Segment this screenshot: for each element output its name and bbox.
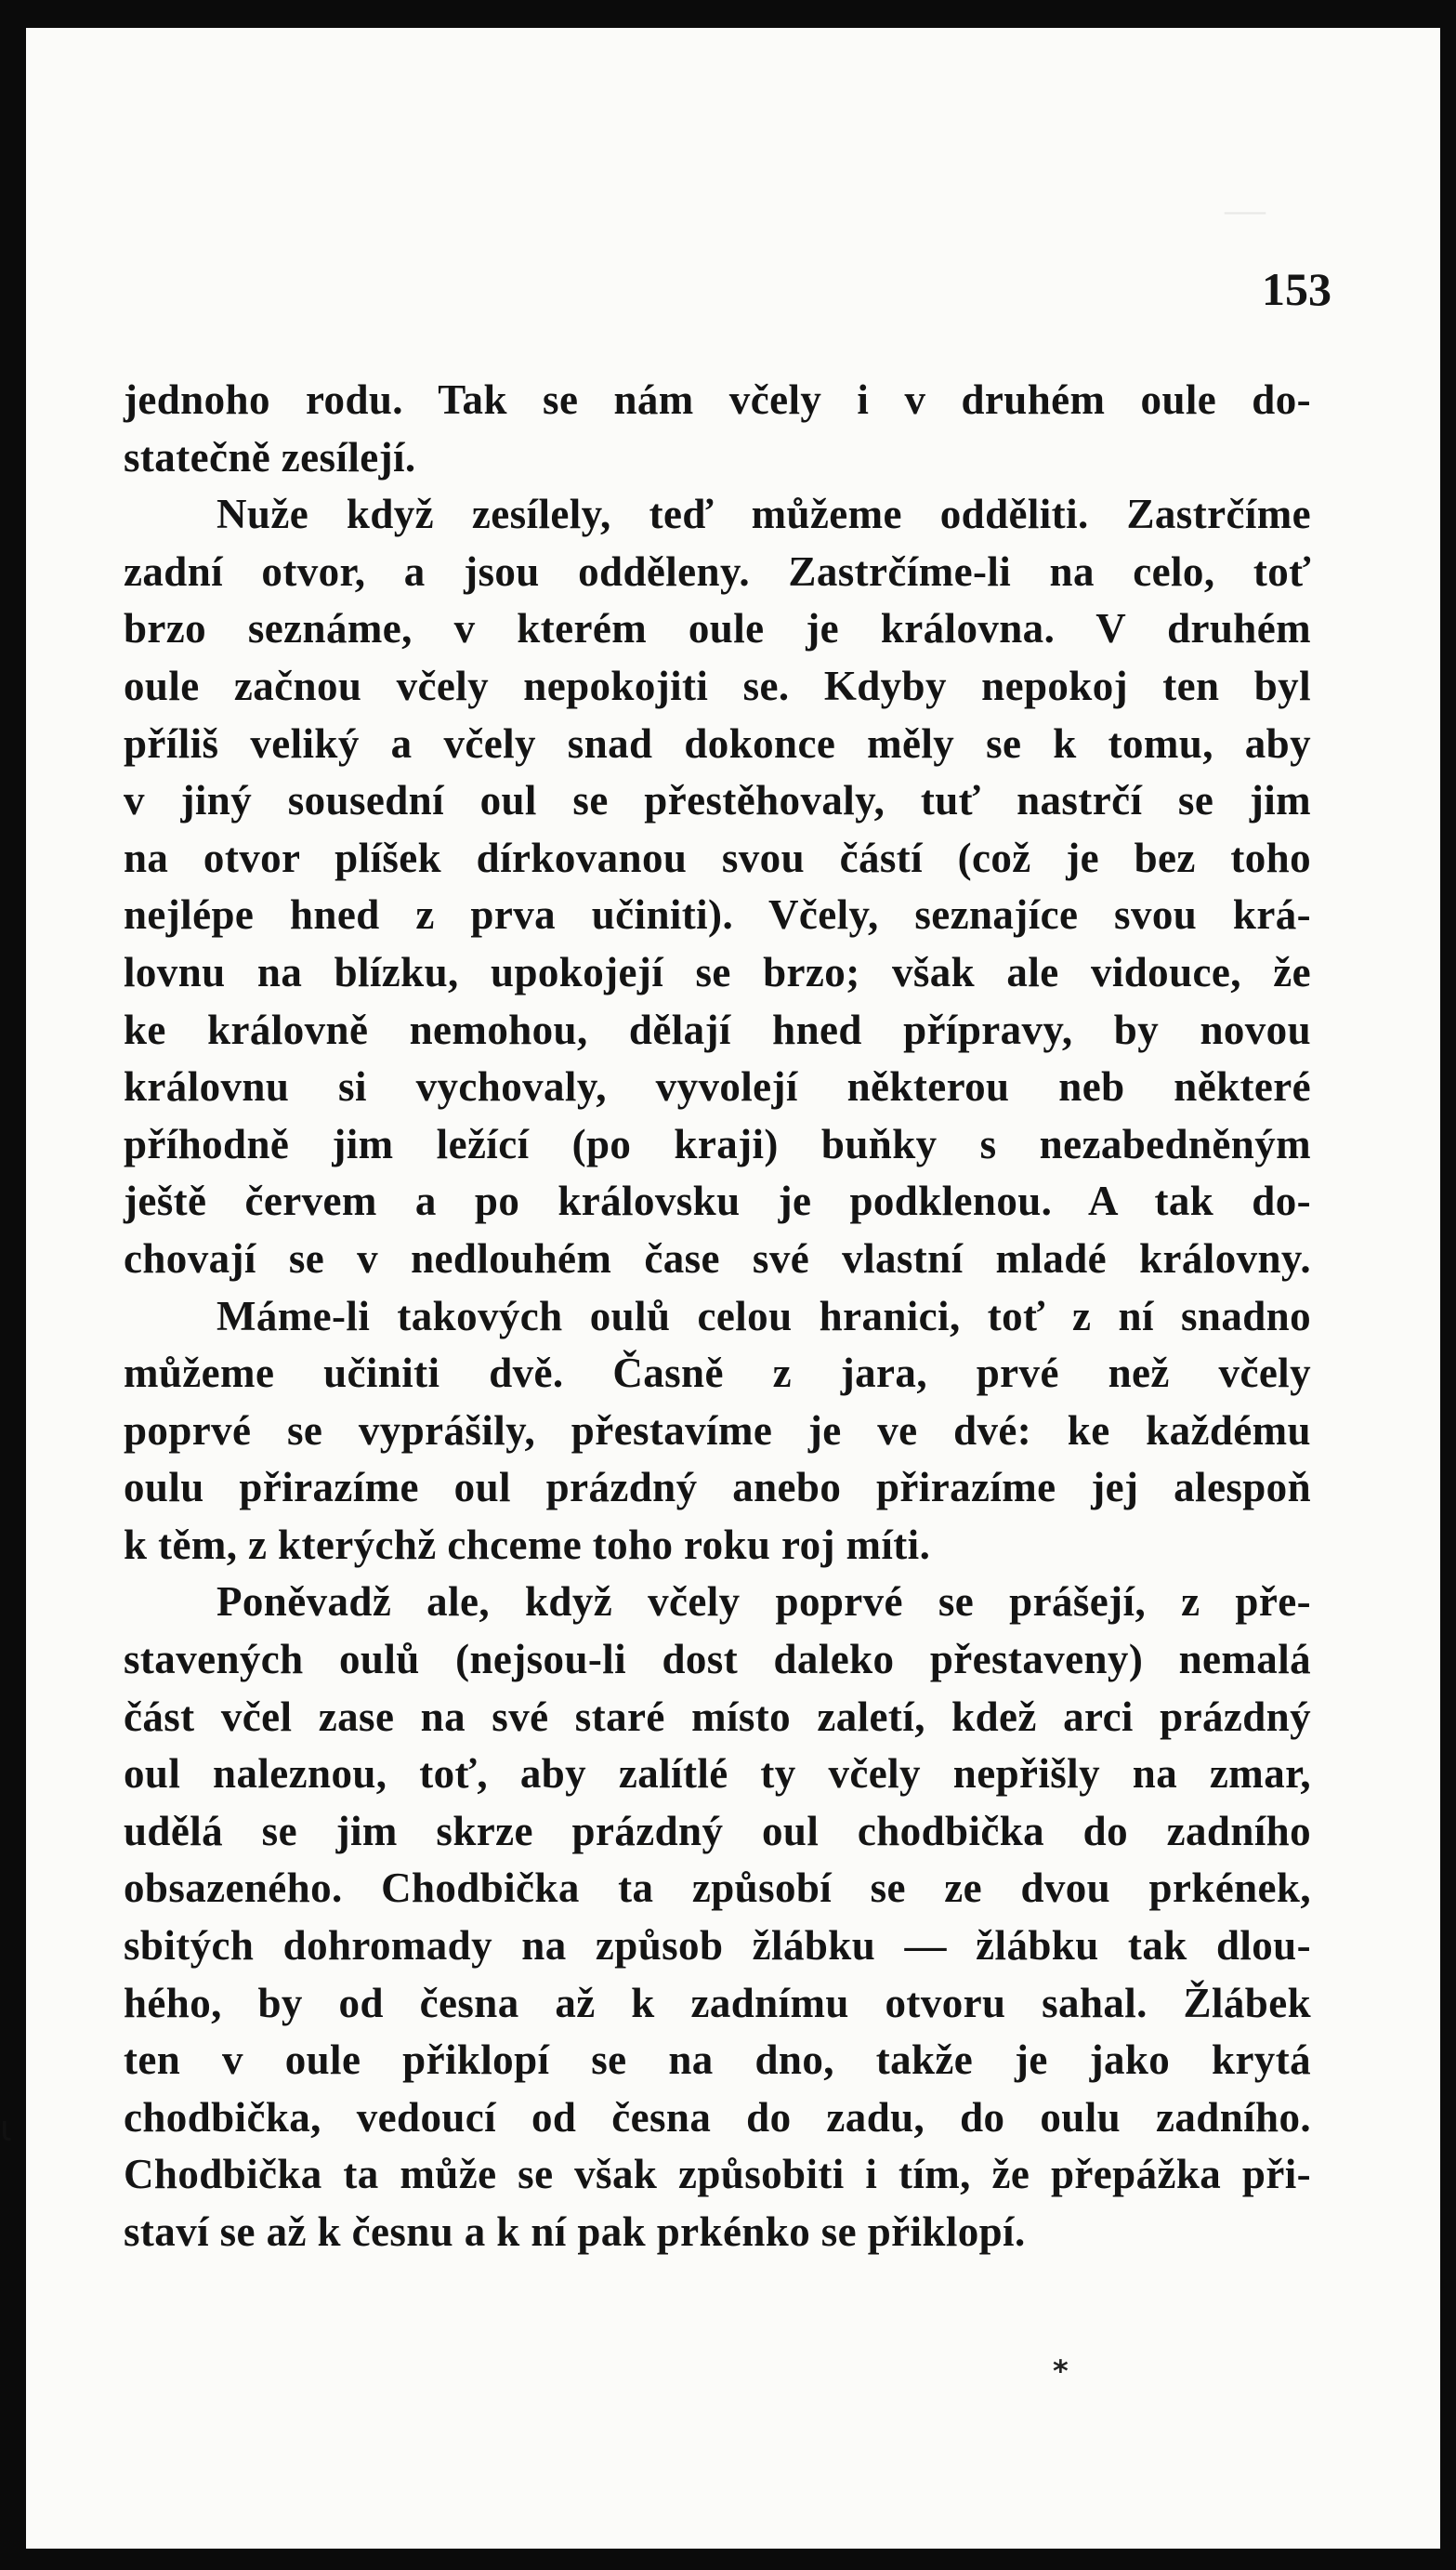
text-line: v jiný sousední oul se přestěhovaly, tuť nastrčí se jim [124,777,1311,824]
text-line: sbitých dohromady na způsob žlábku — žlábku tak dlou- [124,1922,1311,1970]
text-line: staví se až k česnu a k ní pak prkénko se přiklopí. [124,2208,1026,2255]
text-line: můžeme učiniti dvě. Časně z jara, prvé než včely [124,1350,1311,1397]
text-line: lovnu na blízku, upokojejí se brzo; však ale vidouce, že [124,948,1311,995]
text-line: udělá se jim skrze prázdný oul chodbička do zadního [124,1807,1311,1854]
text-line: ještě červem a po královsku je podklenou. A tak do- [124,1178,1311,1225]
text-line: Nuže když zesílely, teď můžeme odděliti. Zastrčíme [216,491,1311,538]
text-line: nejlépe hned z prva učiniti). Včely, seznajíce svou krá- [124,891,1311,939]
text-line: jednoho rodu. Tak se nám včely i v druhém oule do- [124,376,1311,423]
text-line: poprvé se vyprášily, přestavíme je ve dvé: ke každému [124,1406,1311,1454]
text-line: příliš veliký a včely snad dokonce měly se k tomu, aby [124,719,1311,767]
text-line: Chodbička ta může se však způsobiti i tím, že přepážka při- [124,2151,1311,2198]
book-page [26,28,1440,2549]
text-line: oulu přirazíme oul prázdný anebo přirazíme jej alespoň [124,1464,1311,1511]
page-number: 153 [1262,263,1331,315]
text-line: chovají se v nedlouhém čase své vlastní mladé královny. [124,1234,1311,1282]
text-line: na otvor plíšek dírkovanou svou částí (což je bez toho [124,834,1311,881]
text-line: oul naleznou, toť, aby zalítlé ty včely nepřišly na zmar, [124,1750,1311,1798]
signature-mark: * [1053,2353,1069,2389]
text-line: brzo seznáme, v kterém oule je královna. V druhém [124,605,1311,652]
body-text [124,372,1311,2261]
page-edge-mark: ι [0,2108,12,2149]
text-line: chodbička, vedoucí od česna do zadu, do oulu zadního. [124,2093,1311,2141]
text-line: k těm, z kterýchž chceme toho roku roj míti. [124,1521,931,1568]
text-line: královnu si vychovaly, vyvolejí některou neb některé [124,1063,1311,1111]
text-line: ten v oule přiklopí se na dno, takže je jako krytá [124,2036,1311,2084]
text-line: obsazeného. Chodbička ta způsobí se ze dvou prkének, [124,1865,1311,1912]
text-line: stavených oulů (nejsou-li dost daleko přestaveny) nemalá [124,1636,1311,1683]
text-line: zadní otvor, a jsou odděleny. Zastrčíme-li na celo, toť [124,547,1311,595]
text-line: oule začnou včely nepokojiti se. Kdyby nepokoj ten byl [124,662,1311,709]
text-line: příhodně jim ležící (po kraji) buňky s nezabedněným [124,1120,1311,1167]
text-line: část včel zase na své staré místo zaletí, kdež arci prázdný [124,1693,1311,1740]
text-line: Poněvadž ale, když včely poprvé se prášejí, z pře- [216,1578,1311,1626]
text-line: hého, by od česna až k zadnímu otvoru sahal. Žlábek [124,1979,1311,2026]
text-line: ke královně nemohou, dělají hned přípravy, by novou [124,1006,1311,1053]
text-line: statečně zesílejí. [124,433,416,481]
bleed-through-text: — [1225,187,1266,232]
text-line: Máme-li takových oulů celou hranici, toť z ní snadno [216,1292,1311,1339]
